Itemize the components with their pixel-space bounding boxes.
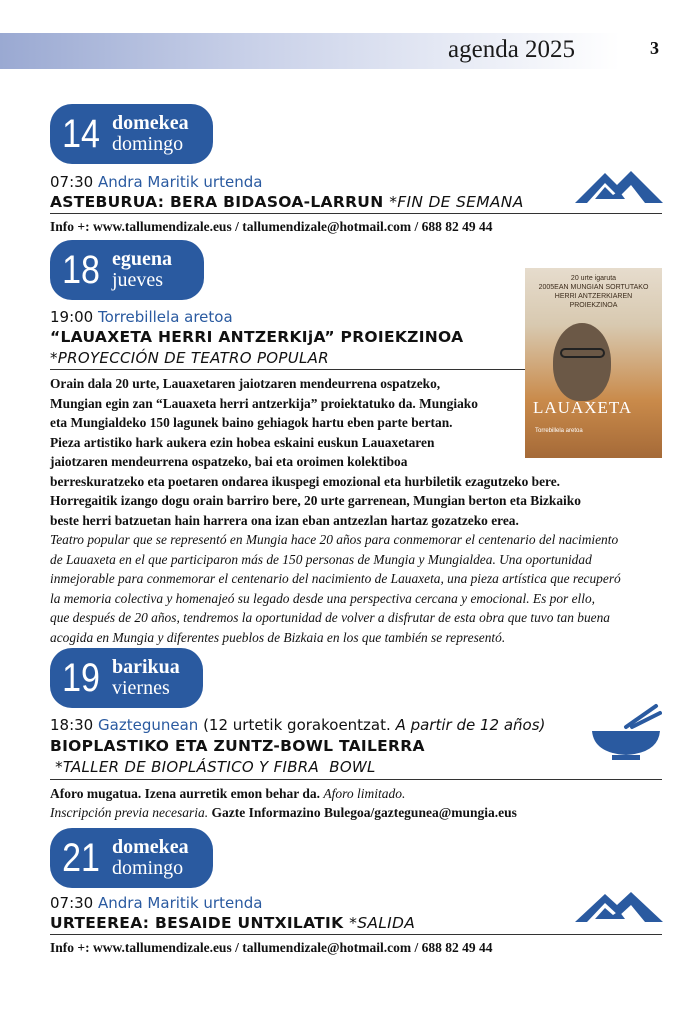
day-name-eu: barikua [112,656,180,678]
description-line: beste herri batzuetan hain harrera ona izan eban antzezlan hartaz gozatzeko erea. [50,512,519,528]
event-subtitle: *PROYECCIÓN DE TEATRO POPULAR [50,349,329,367]
day-name-es: jueves [112,269,164,291]
event-time-line [50,173,262,191]
date-number: 21 [62,835,100,880]
day-name-es: domingo [112,133,184,155]
date-badge-18 [50,240,204,300]
poster-top-text: 20 urte igaruta [570,275,617,282]
date-number: 14 [62,111,100,156]
page-title: agenda 2025 [448,36,576,63]
poster-foot: Torrebillela aretoa [535,428,583,434]
poster-top-text-3: HERRI ANTZERKIAREN [554,293,633,300]
day-name-es: viernes [112,677,170,699]
event-info: Info +: www.tallumendizale.eus / tallumendizale@hotmail.com / 688 82 49 44 [50,940,493,955]
page-number: 3 [650,38,659,58]
date-badge-21 [50,828,213,888]
event-venue: Andra Maritik urtenda [98,894,263,912]
poster-glasses [560,348,605,358]
mountain-icon [575,165,663,205]
info-text-es: Inscripción previa necesaria. [50,805,209,820]
event-info-line-1 [50,786,405,802]
event-title-eu: ASTEBURUA: BERA BIDASOA-LARRUN [50,193,384,211]
info-text-es: Aforo limitado. [323,786,406,801]
event-title [50,193,524,211]
event-venue: Andra Maritik urtenda [98,173,263,191]
event-time-line [50,894,262,912]
description-line: Teatro popular que se representó en Mungia hace 20 años para conmemorar el centenario del nacimiento [50,532,619,547]
event-time-line [50,308,233,326]
divider [50,213,662,214]
day-name-eu: domekea [112,836,189,858]
date-badge-14 [50,104,213,164]
event-time: 18:30 [50,716,94,734]
event-venue: Torrebillela aretoa [98,308,233,326]
date-badge-19 [50,648,203,708]
day-name-es: domingo [112,857,184,879]
description-line: Orain dala 20 urte, Lauaxetaren jaiotzaren mendeurrena ospatzeko, [50,376,441,391]
event-time-line [50,716,545,734]
description-line: acogida en Mungia y diferentes pueblos de Bizkaia en los que también se representó. [50,629,506,645]
event-venue-note: (12 urtetik gorakoentzat. [203,716,391,734]
divider [50,779,662,780]
event-info-line-2 [50,805,517,821]
info-text-eu: Gazte Informazino Bulegoa/gaztegunea@mungia.eus [211,805,517,820]
description-line: berreskuratzeko eta poetaren ondarea ikuspegi emozional eta hurbiletik ezagutzeko bere. [50,473,561,489]
day-name-eu: domekea [112,112,189,134]
description-line: la memoria colectiva y homenajeó su legado desde una perspectiva cercana y emocional. Es por ello, [50,590,596,606]
description-line: que después de 20 años, tendremos la oportunidad de volver a disfrutar de esta obra que tuvo tan buena [50,610,610,625]
event-title: BIOPLASTIKO ETA ZUNTZ-BOWL TAILERRA [50,737,425,755]
event-title-eu: URTEEREA: BESAIDE UNTXILATIK [50,914,344,932]
event-title-es: *FIN DE SEMANA [389,193,524,211]
bowl-icon [590,703,662,761]
divider [50,934,662,935]
event-venue: Gaztegunean [98,716,199,734]
event-subtitle: *TALLER DE BIOPLÁSTICO Y FIBRA BOWL [50,758,376,776]
event-time: 19:00 [50,308,94,326]
event-description-es [50,530,665,647]
poster-top-text-4: PROIEKZINOA [569,302,618,309]
date-number: 19 [62,655,100,700]
description-line: Horregaitik izango dogu orain barriro bere, 20 urte garrenean, Mungian berton eta Bizkaiko [50,493,581,508]
event-time: 07:30 [50,173,94,191]
divider [50,369,525,370]
day-name-eu: eguena [112,248,172,270]
description-line: eta Mungialdeko 150 lagunek baino gehiagok hartu eben parte bertan. [50,415,453,430]
event-description-eu [50,374,665,530]
event-time: 07:30 [50,894,94,912]
event-title [50,914,415,932]
event-info: Info +: www.tallumendizale.eus / tallumendizale@hotmail.com / 688 82 49 44 [50,219,493,234]
event-venue-note-es: A partir de 12 años) [395,716,546,734]
description-line: Pieza artistiko hark aukera ezin hobea eskaini euskun Lauaxetaren [50,434,435,450]
event-title-es: *SALIDA [349,914,416,932]
description-line: jaiotzaren mendeurrena ospatzeko, bai eta oroimen kolektiboa [50,454,408,469]
date-number: 18 [62,247,100,292]
description-line: inmejorable para conmemorar el centenario del nacimiento de Lauaxeta, una pieza artística que recuperó [50,571,621,586]
description-line: Mungian egin zan “Lauaxeta herri antzerkija” proiektatuko da. Mungiako [50,395,478,411]
poster-top-text-2: 2005EAN MUNGIAN SORTUTAKO [538,284,649,291]
description-line: de Lauaxeta en el que participaron más de 150 personas de Mungia y Mungialdea. Una oportunidad [50,551,592,567]
mountain-icon [575,888,663,924]
poster-name: LAUAXETA [533,398,633,417]
info-text-eu: Aforo mugatua. Izena aurretik emon behar da. [50,786,320,801]
event-title: “LAUAXETA HERRI ANTZERKIjA” PROIEKZINOA [50,328,464,346]
